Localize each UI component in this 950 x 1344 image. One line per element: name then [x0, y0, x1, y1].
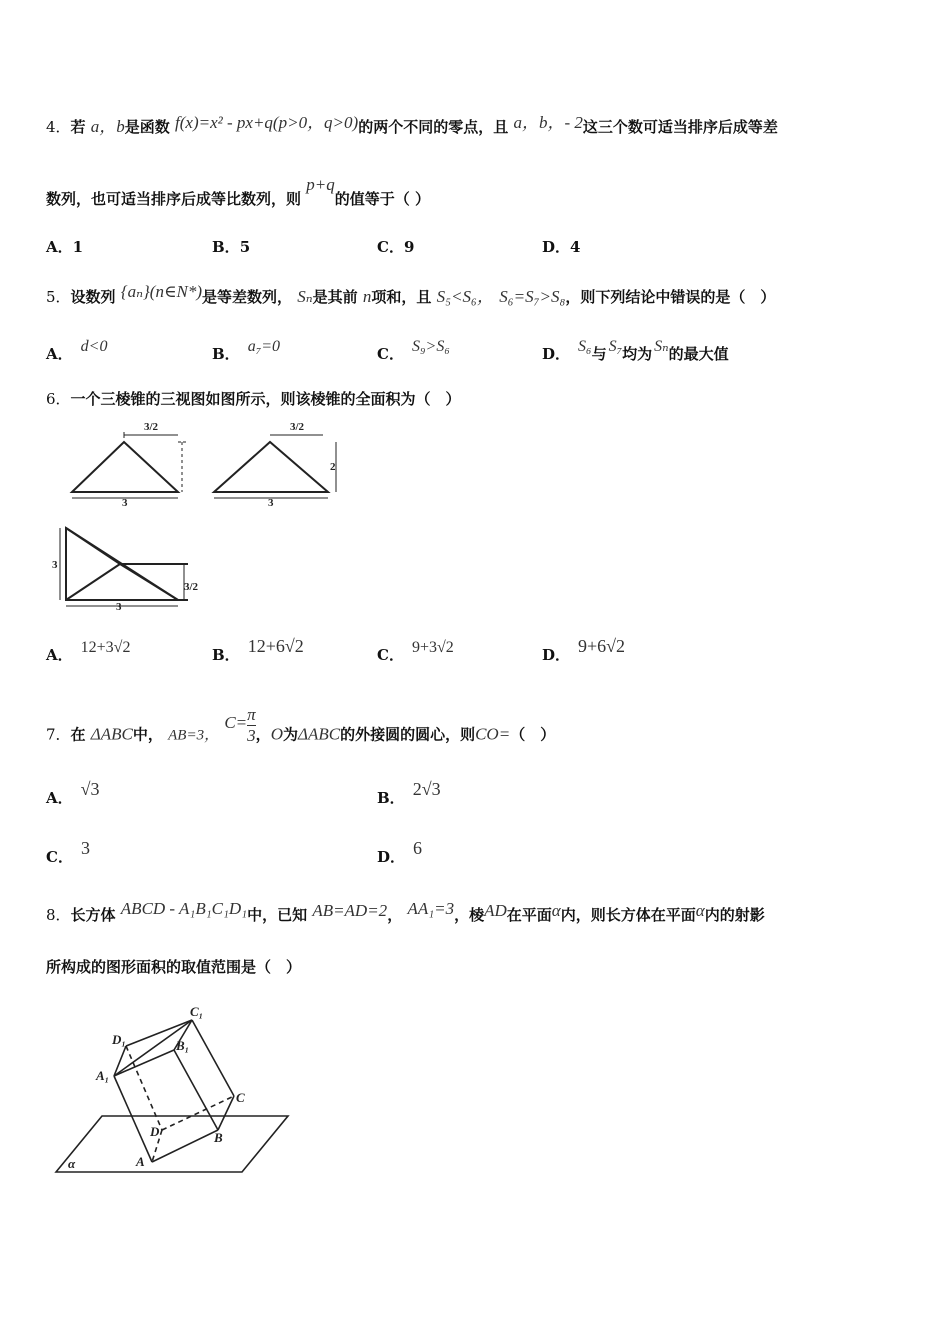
q8-fig-label-b1: B₁	[176, 1038, 190, 1053]
q8-number: 8．	[46, 906, 71, 924]
q6-three-view-figure	[48, 418, 358, 613]
q8-math-box: ABCD - A₁B₁C₁D₁	[120, 899, 248, 918]
q6-option-d[interactable]: D． 9+6√2	[542, 636, 626, 664]
q8-line2	[46, 956, 301, 977]
q4-text: 的值等于（ ）	[334, 190, 430, 208]
q5-option-a[interactable]: A． d<0	[46, 338, 108, 363]
q8-fig-label-alpha: α	[68, 1156, 76, 1171]
q4-option-d[interactable]: D．4	[542, 238, 581, 256]
q5-option-b[interactable]: B． a₇=0	[212, 338, 281, 363]
q4-math-function: f(x)=x² - px+q(p>0，q>0)	[175, 113, 359, 132]
q6-number: 6．	[46, 390, 71, 408]
q7-option-a[interactable]: A． √3	[46, 779, 100, 807]
q6-option-b[interactable]: B． 12+6√2	[212, 636, 304, 664]
q7-option-d[interactable]: D． 6	[377, 838, 423, 866]
q8-text: ，棱	[454, 906, 485, 924]
q5-math-sequence: {aₙ}(n∈N*)	[120, 282, 203, 301]
q8-math-ad: AD	[484, 901, 507, 920]
q6-line1	[46, 388, 461, 409]
q6-fig-label-three: 3	[116, 601, 122, 613]
q7-text: 中，	[132, 725, 163, 744]
q5-option-c[interactable]: C． S₉>S₆	[377, 338, 450, 363]
q8-math-alpha: α	[551, 901, 561, 920]
q4-option-b[interactable]: B．5	[212, 238, 251, 256]
q7-math-c: C=	[224, 712, 248, 732]
q5-text: 项和，且	[371, 288, 432, 306]
q5-text: ，则下列结论中错误的是（ ）	[565, 288, 776, 306]
q8-fig-label-c: C	[236, 1090, 245, 1105]
q5-math-cond1: S₅<S₆，	[436, 287, 494, 306]
q6-text: 一个三棱锥的三视图如图所示，则该棱锥的全面积为（ ）	[70, 390, 461, 408]
q8-text: 在平面	[506, 906, 552, 924]
q7-math-triangle: ΔABC	[297, 724, 341, 744]
q5-math-sn: Sₙ	[297, 287, 313, 306]
q8-math-eq2: AA₁=3	[407, 899, 455, 918]
q6-fig-label-three: 3	[122, 497, 128, 509]
q8-fig-label-b: B	[214, 1130, 223, 1145]
q8-line1	[46, 899, 765, 925]
q8-fig-label-a1: A₁	[96, 1068, 110, 1083]
q4-math-pq: p+q	[306, 175, 335, 194]
q8-text: ，	[387, 906, 403, 924]
q6-fig-label-half: 3/2	[290, 421, 305, 433]
q4-line2	[46, 175, 430, 209]
q5-math-n: n	[362, 287, 372, 306]
q6-fig-label-half: 3/2	[144, 421, 159, 433]
q8-text: 所构成的图形面积的取值范围是（ ）	[46, 958, 302, 976]
q4-option-a[interactable]: A．1	[46, 238, 84, 256]
q7-math-ab: AB=3，	[168, 727, 220, 744]
q8-math-eq1: AB=AD=2	[312, 901, 388, 920]
q8-text: 内的射影	[704, 906, 765, 924]
q6-option-c[interactable]: C． 9+3√2	[377, 639, 454, 664]
q4-text: 是函数	[124, 118, 170, 136]
q7-text: 在	[70, 725, 86, 744]
q8-fig-label-d1: D₁	[112, 1032, 126, 1047]
q4-option-c[interactable]: C．9	[377, 238, 415, 256]
q5-option-d[interactable]: D． S₆与 S₇均为 Sₙ的最大值	[542, 338, 729, 363]
q7-option-c[interactable]: C． 3	[46, 838, 90, 866]
q8-fig-label-a: A	[136, 1154, 145, 1169]
q8-math-alpha: α	[695, 901, 705, 920]
q5-text: 是其前	[312, 288, 358, 306]
q5-math-cond2: S₆=S₇>S₈	[499, 287, 566, 306]
q7-fraction: $\frac{\pi}{3}$	[247, 705, 256, 745]
q8-fig-label-c1: C₁	[190, 1004, 204, 1019]
q7-math-co: CO=	[475, 724, 511, 744]
q8-cuboid-figure	[50, 1000, 300, 1190]
q4-math-ab: a，b	[90, 117, 125, 136]
q7-math-o: O	[270, 724, 283, 744]
q5-text: 是等差数列，	[202, 288, 293, 306]
q7-line1	[46, 705, 556, 756]
q7-text: ，	[255, 725, 271, 744]
q8-fig-label-d: D	[150, 1124, 160, 1139]
q6-option-a[interactable]: A． 12+3√2	[46, 639, 131, 664]
q4-text: 数列，也可适当排序后成等比数列，则	[46, 190, 302, 208]
q6-fig-label-three: 3	[52, 559, 58, 571]
q5-text: 设数列	[70, 288, 116, 306]
q7-math-triangle: ΔABC	[90, 724, 133, 744]
q5-line1	[46, 282, 775, 307]
q4-text: 若	[70, 118, 86, 136]
q4-text: 的两个不同的零点，且	[358, 118, 509, 136]
q7-text: （ ）	[510, 725, 556, 744]
q8-text: 中，已知	[247, 906, 308, 924]
q4-text: 这三个数可适当排序后成等差	[582, 118, 778, 136]
q8-text: 长方体	[70, 906, 116, 924]
q6-fig-label-half: 3/2	[184, 581, 199, 593]
q6-fig-label-three: 3	[268, 497, 274, 509]
q7-text: 的外接圆的圆心，则	[340, 725, 476, 744]
q4-line1	[46, 112, 778, 137]
q6-fig-label-two: 2	[330, 461, 336, 473]
q7-text: 为	[282, 725, 298, 744]
q4-number: 4．	[46, 118, 71, 136]
q8-text: 内，则长方体在平面	[560, 906, 696, 924]
q4-math-set: a，b，- 2	[513, 113, 583, 132]
q7-number: 7．	[46, 725, 71, 744]
q5-number: 5．	[46, 288, 71, 306]
q7-option-b[interactable]: B． 2√3	[377, 779, 441, 807]
